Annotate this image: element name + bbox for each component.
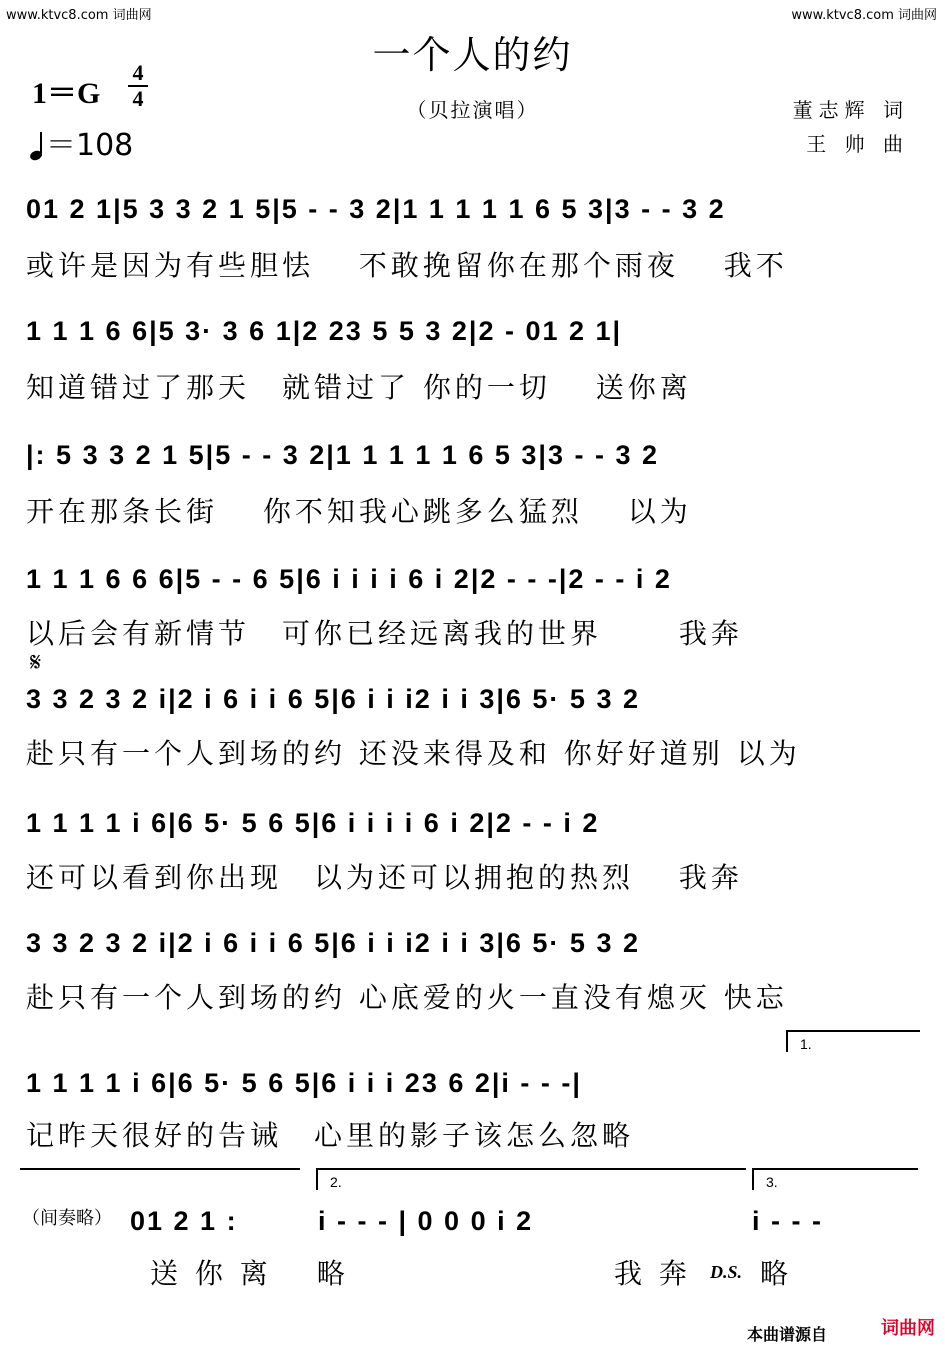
volta-bracket-2 bbox=[316, 1168, 746, 1170]
music-line-5: 3 3 2 3 2 i|2 i 6 i i 6 5|6 i i i2 i i 3|6 5· 5 3 2 bbox=[26, 684, 640, 714]
lyric-line-5: 赴只有一个人到场的约 还没来得及和 你好好道别 以为 bbox=[26, 737, 801, 770]
time-signature-top: 4 bbox=[132, 60, 144, 85]
lyric-line-2: 知道错过了那天 就错过了 你的一切 送你离 bbox=[26, 371, 692, 404]
lyric-line-1: 或许是因为有些胆怯 不敢挽留你在那个雨夜 我不 bbox=[26, 249, 788, 282]
tempo-value: ＝108 bbox=[46, 128, 134, 163]
ending-2-notes: i - - - | 0 0 0 i 2 bbox=[318, 1206, 534, 1236]
key-signature: 1＝G bbox=[32, 77, 101, 110]
volta-bracket-3 bbox=[752, 1168, 918, 1170]
volta-label-3: 3. bbox=[766, 1174, 778, 1190]
final-lyric-left: 送 你 离 略 bbox=[150, 1257, 349, 1290]
separator-line bbox=[20, 1168, 300, 1170]
music-line-8: 1 1 1 1 i 6|6 5· 5 6 5|6 i i i 23 6 2|i - - -| bbox=[26, 1068, 582, 1098]
music-line-4: 1 1 1 6 6 6|5 - - 6 5|6 i i i i 6 i 2|2 - - -|2 - - i 2 bbox=[26, 564, 672, 594]
lyric-line-4: 以后会有新情节 可你已经远离我的世界 我奔 bbox=[26, 617, 743, 650]
lyric-line-8: 记昨天很好的告诫 心里的影子该怎么忽略 bbox=[26, 1119, 635, 1152]
music-line-3: |: 5 3 3 2 1 5|5 - - 3 2|1 1 1 1 1 6 5 3|3 - - 3 2 bbox=[26, 440, 660, 470]
site-watermark-right: www.ktvc8.com 词曲网 bbox=[791, 8, 937, 23]
site-watermark-left: www.ktvc8.com 词曲网 bbox=[6, 8, 152, 23]
music-line-6: 1 1 1 1 i 6|6 5· 5 6 5|6 i i i i 6 i 2|2 - - i 2 bbox=[26, 808, 600, 838]
tempo-marking bbox=[30, 120, 133, 164]
composer-credit: 王 帅 曲 bbox=[806, 132, 909, 156]
song-title: 一个人的约 bbox=[372, 33, 573, 77]
ending-3-notes: i - - - bbox=[752, 1206, 823, 1236]
quarter-note-icon bbox=[30, 132, 46, 162]
time-signature bbox=[128, 62, 148, 110]
volta-bracket-1-tick bbox=[786, 1030, 788, 1052]
dal-segno-marking: D.S. bbox=[710, 1262, 743, 1282]
interlude-note: （间奏略） bbox=[22, 1208, 112, 1229]
music-line-7: 3 3 2 3 2 i|2 i 6 i i 6 5|6 i i i2 i i 3|6 5· 5 3 2 bbox=[26, 928, 640, 958]
lyric-line-3: 开在那条长街 你不知我心跳多么猛烈 以为 bbox=[26, 495, 692, 528]
time-signature-bottom: 4 bbox=[132, 86, 144, 111]
segno-sign: 𝄋 bbox=[30, 648, 42, 678]
singer-credit: （贝拉演唱） bbox=[406, 98, 539, 122]
volta-bracket-3-tick bbox=[752, 1168, 754, 1190]
lyric-line-7: 赴只有一个人到场的约 心底爱的火一直没有熄灭 快忘 bbox=[26, 981, 788, 1014]
volta-bracket-2-tick bbox=[316, 1168, 318, 1190]
lyricist-credit: 董志辉 词 bbox=[792, 98, 909, 122]
source-note: 本曲谱源自 bbox=[746, 1325, 827, 1344]
final-lyric-end: 略 bbox=[760, 1257, 793, 1290]
volta-bracket-1 bbox=[786, 1030, 920, 1032]
music-line-2: 1 1 1 6 6|5 3· 3 6 1|2 23 5 5 3 2|2 - 01 2 1| bbox=[26, 316, 623, 346]
final-lyric-mid: 我 奔 bbox=[614, 1257, 691, 1290]
volta-label-2: 2. bbox=[330, 1174, 342, 1190]
lyric-line-6: 还可以看到你出现 以为还可以拥抱的热烈 我奔 bbox=[26, 861, 743, 894]
volta-label-1: 1. bbox=[800, 1036, 812, 1052]
intro-notes: 01 2 1 : bbox=[130, 1206, 238, 1236]
brand-logo: 词曲网 bbox=[879, 1316, 937, 1342]
music-line-1: 01 2 1|5 3 3 2 1 5|5 - - 3 2|1 1 1 1 1 6 5 3|3 - - 3 2 bbox=[26, 194, 726, 224]
